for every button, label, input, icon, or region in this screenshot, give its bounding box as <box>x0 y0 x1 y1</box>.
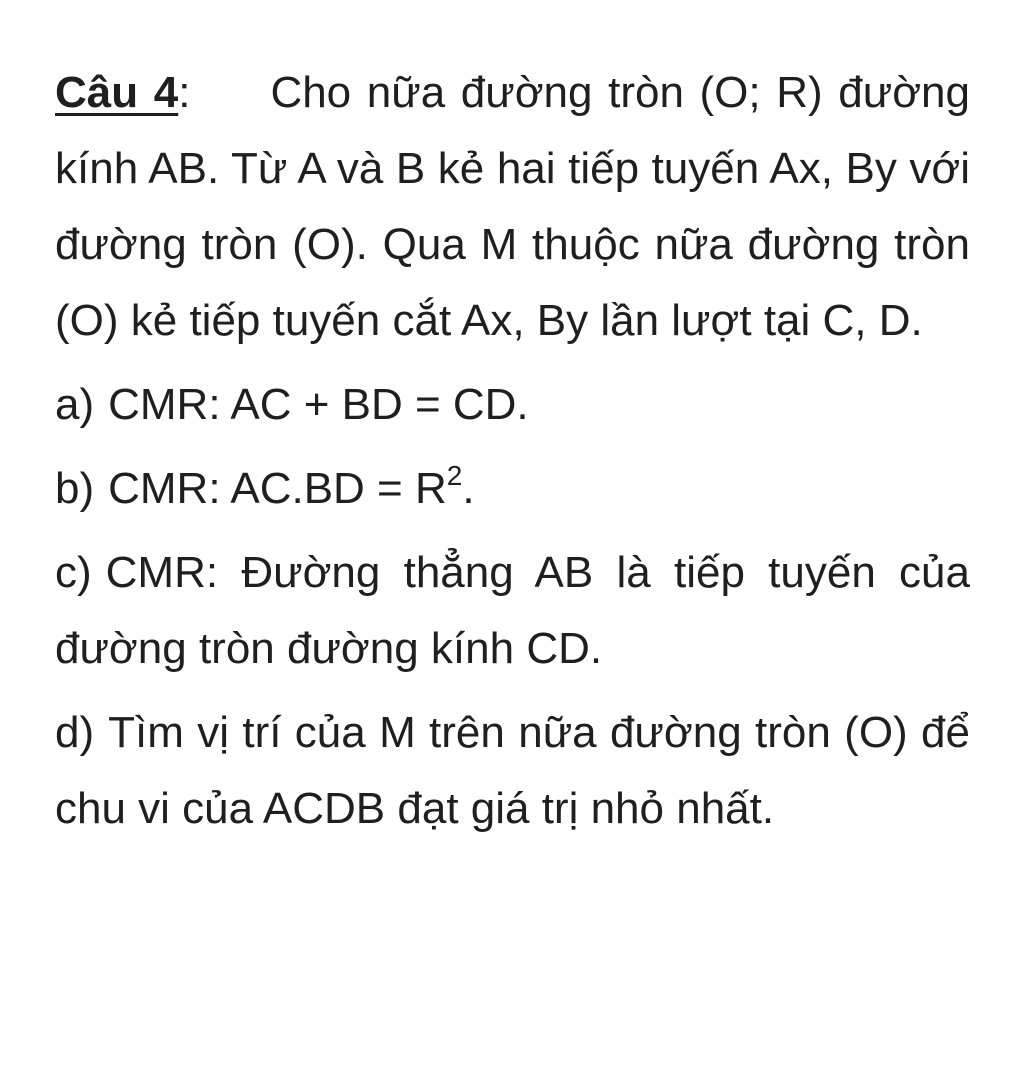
question-document <box>55 55 970 847</box>
part-c-text: CMR: Đường thẳng AB là tiếp tuyến của đường tròn đường kính CD. <box>55 548 970 673</box>
part-b-text-end: . <box>462 464 475 513</box>
part-a-text: CMR: AC + BD = CD. <box>108 380 529 429</box>
part-b-text: CMR: AC.BD = R <box>108 464 447 513</box>
part-c <box>55 535 970 687</box>
part-b <box>55 451 970 527</box>
part-a-label: a) <box>55 380 95 429</box>
part-d <box>55 695 970 847</box>
question-heading: Câu 4 <box>55 68 179 117</box>
question-intro-paragraph <box>55 55 970 359</box>
part-a <box>55 367 970 443</box>
part-b-label: b) <box>55 464 95 513</box>
part-d-text: Tìm vị trí của M trên nữa đường tròn (O) để chu vi của ACDB đạt giá trị nhỏ nhất. <box>55 708 970 833</box>
question-heading-colon: : <box>178 68 191 117</box>
part-b-superscript: 2 <box>446 460 463 491</box>
part-d-label: d) <box>55 708 95 757</box>
part-c-label: c) <box>55 548 92 597</box>
question-intro-text: Cho nữa đường tròn (O; R) đường kính AB. Từ A và B kẻ hai tiếp tuyến Ax, By với đường tròn (O). Qua M thuộc nữa đường tròn (O) kẻ tiếp tuyến cắt Ax, By lần lượt tại C, D. <box>55 68 970 345</box>
